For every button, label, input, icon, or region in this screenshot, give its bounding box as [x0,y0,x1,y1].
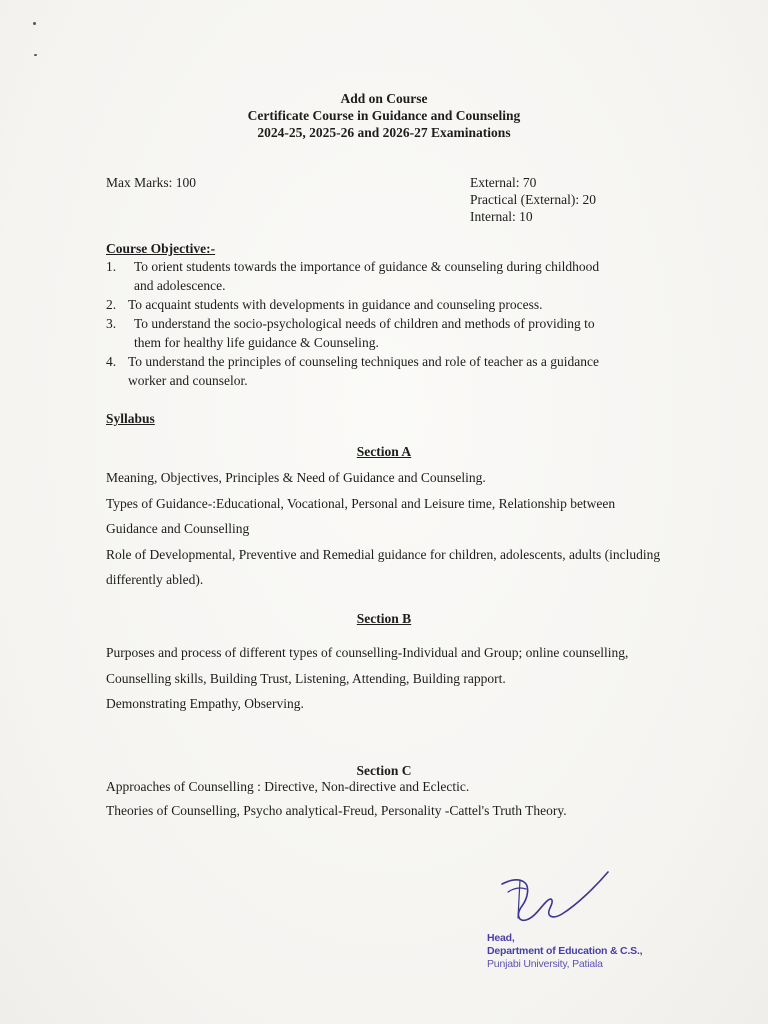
header-line-1: Add on Course [340,91,428,106]
objective-item [106,314,646,352]
objective-number: 1. [106,259,117,274]
section-a-paragraph: Types of Guidance-:Educational, Vocational, Personal and Leisure time, Relationship between Guidance and Counselling [106,495,616,536]
section-c-paragraph: Approaches of Counselling : Directive, Non-directive and Eclectic. [106,779,470,794]
max-marks: Max Marks: 100 [106,175,196,190]
objective-text: To acquaint students with developments in guidance and counseling process. [128,297,543,312]
section-a-heading [0,443,768,460]
scan-speck [33,22,36,25]
section-b-paragraph: Purposes and process of different types of counselling-Individual and Group; online counselling, [106,645,629,660]
scan-speck [34,54,37,56]
course-title: Certificate Course in Guidance and Counseling [247,108,521,123]
objective-number: 4. [106,354,117,369]
objective-item [106,257,646,295]
objective-item [106,352,646,390]
stamp-line-3: Punjabi University, Patiala [487,958,603,970]
section-c-title: Section C [356,763,412,778]
section-c-paragraph: Theories of Counselling, Psycho analytical-Freud, Personality -Cattel's Truth Theory. [106,803,567,818]
department-stamp [487,932,642,971]
section-b-content [106,640,666,717]
marks-breakdown [470,174,596,225]
section-b-title: Section B [356,611,412,626]
external-marks: External: 70 [470,175,537,190]
objective-text: To understand the principles of counseling techniques and role of teacher as a guidance worker and counselor. [128,354,600,388]
section-b-paragraph: Counselling skills, Building Trust, Listening, Attending, Building rapport. [106,670,506,686]
section-b-heading [0,610,768,627]
signature-icon [488,862,618,932]
objective-list [106,257,646,390]
stamp-line-2: Department of Education & C.S., [487,945,643,957]
examination-years: 2024-25, 2025-26 and 2026-27 Examinations [257,125,511,140]
section-b-paragraph: Demonstrating Empathy, Observing. [106,696,304,711]
section-a-paragraph: Role of Developmental, Preventive and Remedial guidance for children, adolescents, adults (including differently abled). [106,546,661,587]
objective-item [106,295,646,314]
objective-text: To understand the socio-psychological needs of children and methods of providing to them for healthy life guidance & Counseling. [134,316,595,350]
course-objective-heading: Course Objective:- [106,241,216,256]
objective-number: 2. [106,297,117,312]
objective-text: To orient students towards the importance of guidance & counseling during childhood and adolescence. [134,259,600,293]
stamp-line-1: Head, [487,932,515,944]
section-a-title: Section A [356,444,412,459]
syllabus-heading: Syllabus [106,411,155,426]
objective-number: 3. [106,316,117,331]
practical-marks: Practical (External): 20 [470,192,596,207]
internal-marks: Internal: 10 [470,209,533,224]
document-header [0,90,768,141]
section-a-paragraph: Meaning, Objectives, Principles & Need of Guidance and Counseling. [106,470,486,485]
section-a-content [106,465,666,593]
section-c-content [106,775,666,823]
